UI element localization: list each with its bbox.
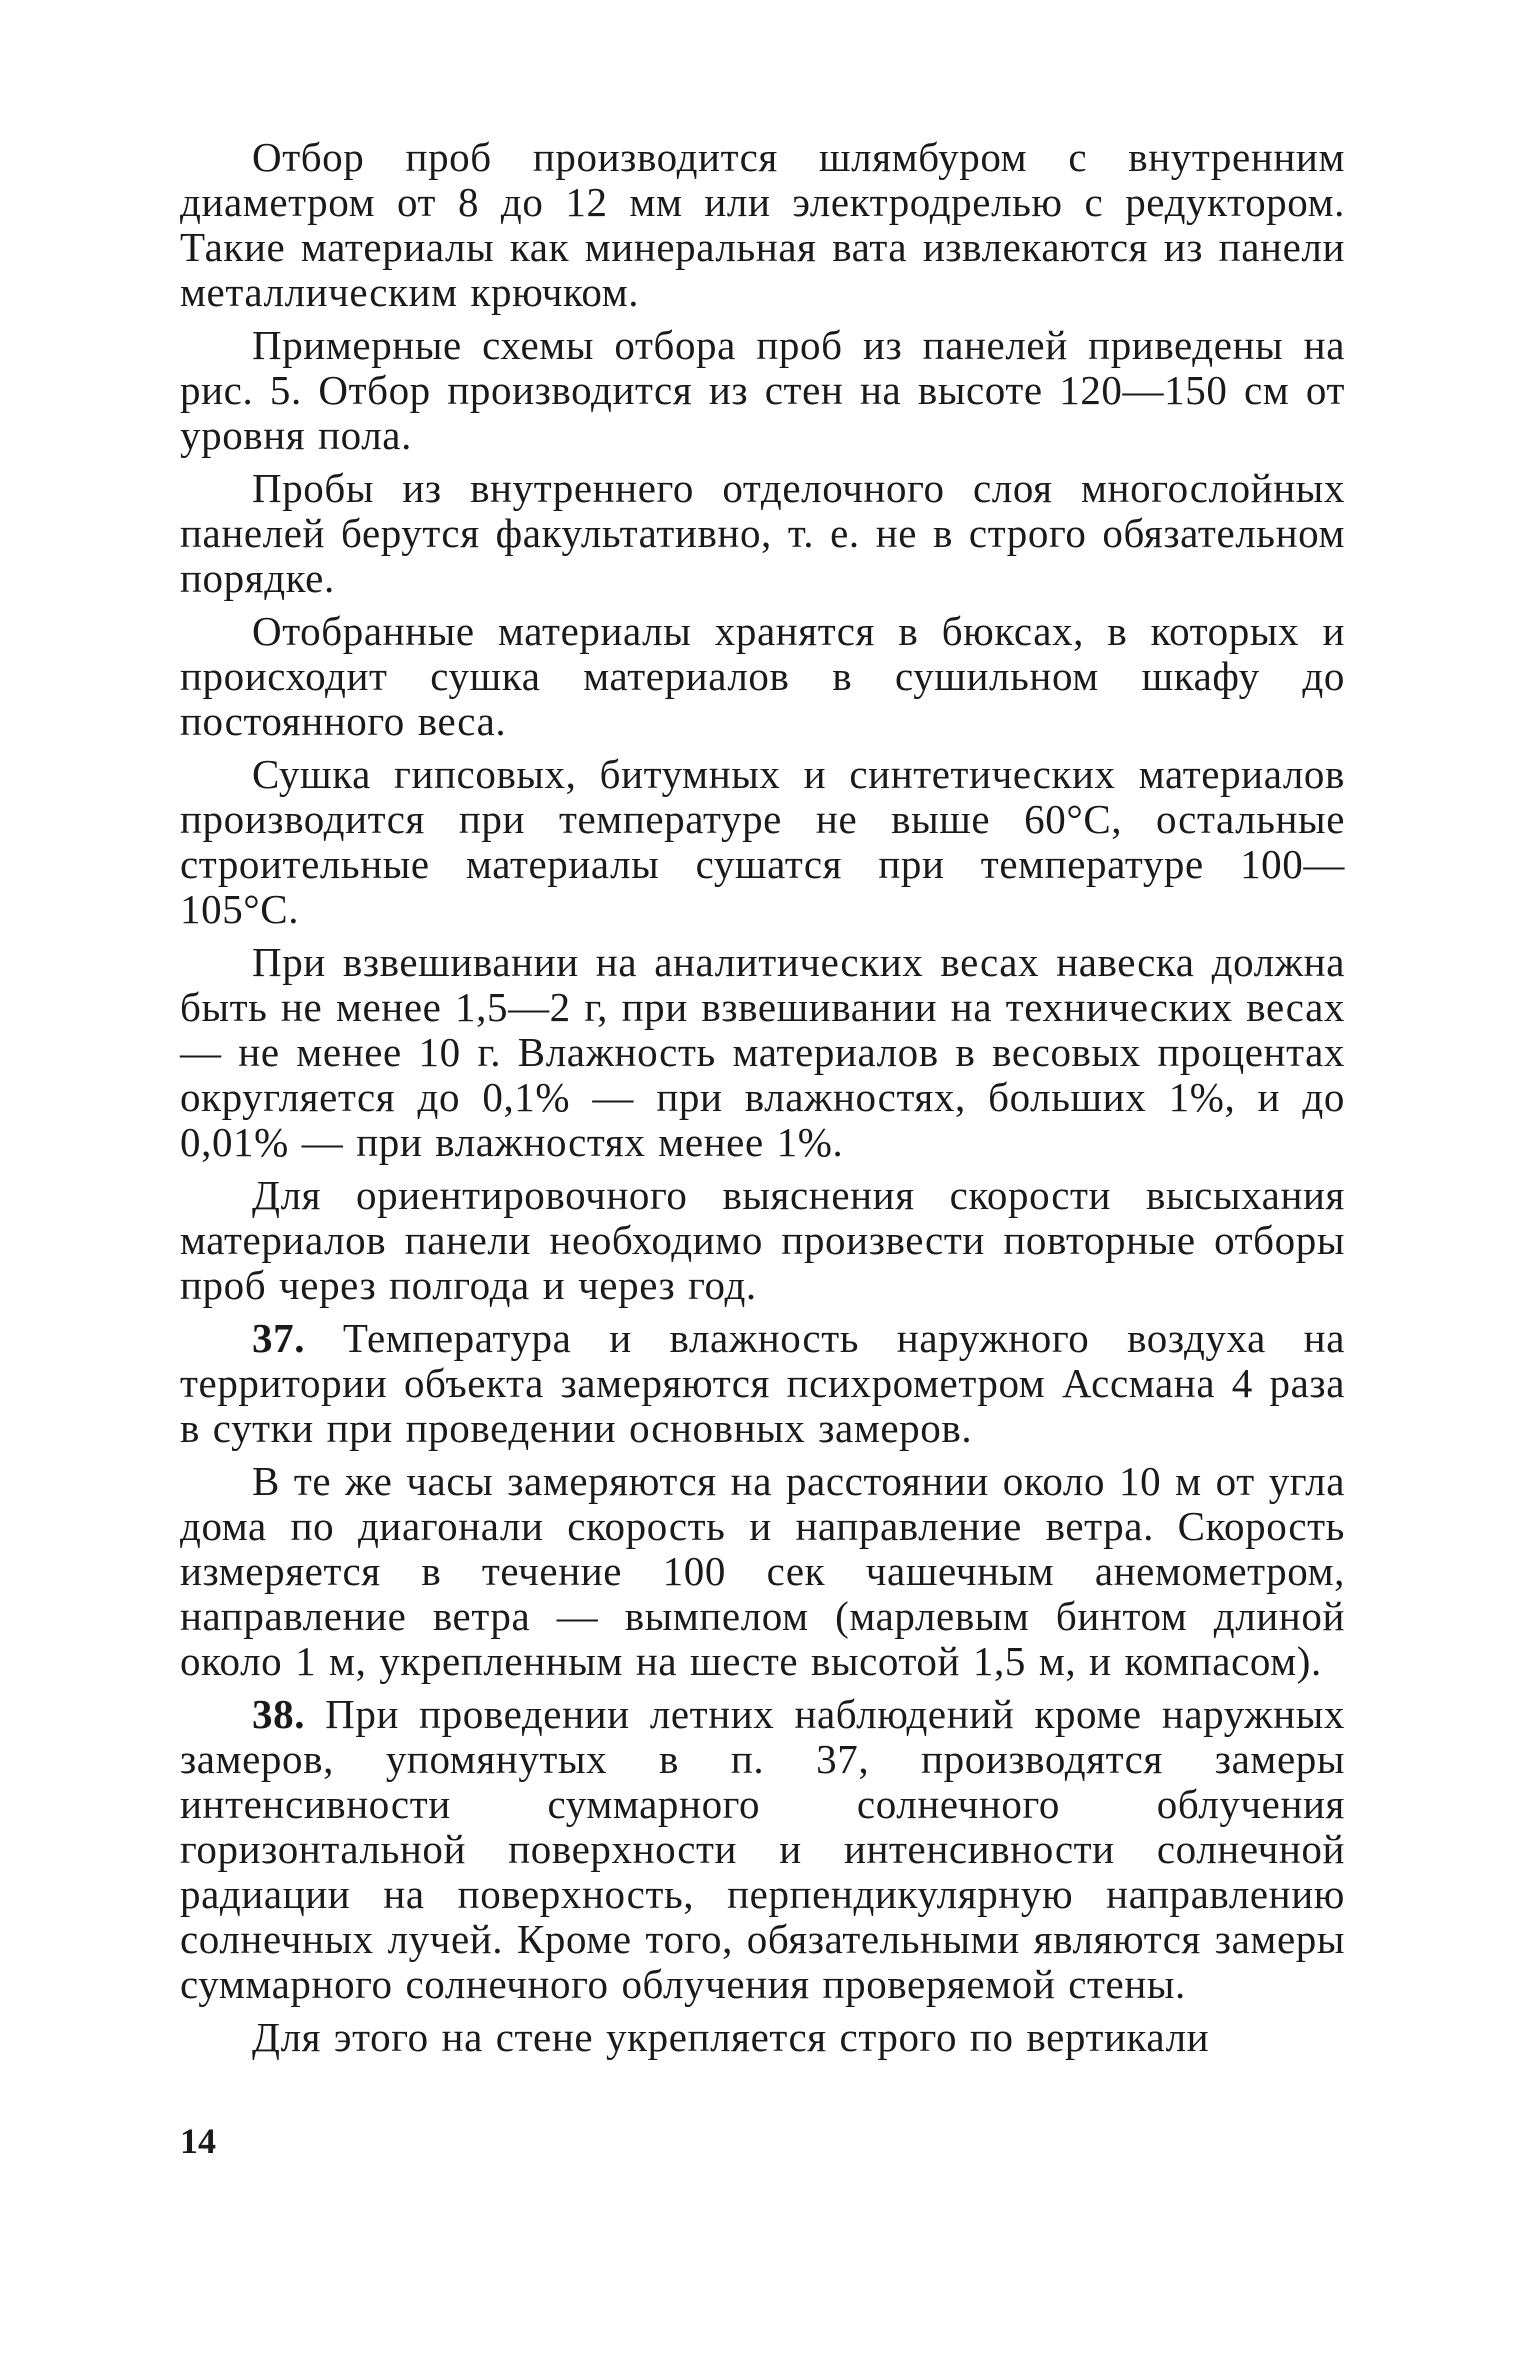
section-37 — [180, 1316, 1345, 1451]
paragraph-last: Для этого на стене укрепляется строго по вертикали — [252, 2014, 1210, 2060]
page-body — [180, 135, 1345, 2060]
paragraph-drying: Сушка гипсовых, битумных и синтетических материалов производится при температуре не выше 60°С, остальные строительные материалы сушатся при температуре 100—105°С. — [180, 751, 1345, 932]
paragraph-inner-layer: Пробы из внутреннего отделочного слоя многослойных панелей берутся факультативно, т. е. не в строго обязательном порядке. — [180, 465, 1345, 601]
paragraph-wind: В те же часы замеряются на расстоянии около 10 м от угла дома по диагонали скорость и направление ветра. Скорость измеряется в течение 100 сек чашечным анемометром, направление ветра — вымпелом (марлевым бинтом длиной около 1 м, укрепленным на шесте высотой 1,5 м, и компасом). — [180, 1458, 1345, 1684]
paragraph-weighing: При взвешивании на аналитических весах навеска должна быть не менее 1,5—2 г, при взвешивании на технических весах — не менее 10 г. Влажность материалов в весовых процентах округляется до 0,1% — при влажностях, больших 1%, и до 0,01% — при влажностях менее 1%. — [180, 939, 1345, 1165]
page-number: 14 — [180, 2121, 216, 2161]
paragraph-sampling-schemes: Примерные схемы отбора проб из панелей приведены на рис. 5. Отбор производится из стен на высоте 120—150 см от уровня пола. — [180, 322, 1345, 458]
section-37-text: Температура и влажность наружного воздуха на территории объекта замеряются психрометром Ассмана 4 раза в сутки при проведении основных замеров. — [180, 1315, 1345, 1451]
section-38-text: При проведении летних наблюдений кроме наружных замеров, упомянутых в п. 37, производятся замеры интенсивности суммарного солнечного облучения горизонтальной поверхности и интенсивности солнечной радиации на поверхность, перпендикулярную направлению солнечных лучей. Кроме того, обязательными являются замеры суммарного солнечного облучения проверяемой стены. — [180, 1691, 1345, 2007]
paragraph-sampling-tools: Отбор проб производится шлямбуром с внутренним диаметром от 8 до 12 мм или электродрелью с редуктором. Такие материалы как минеральная вата извлекаются из панели металлическим крючком. — [180, 134, 1345, 315]
paragraph-repeat-sampling: Для ориентировочного выяснения скорости высыхания материалов панели необходимо произвести повторные отборы проб через полгода и через год. — [180, 1172, 1345, 1308]
section-38-number: 38. — [252, 1691, 306, 1737]
paragraph-storage: Отобранные материалы хранятся в бюксах, в которых и происходит сушка материалов в сушильном шкафу до постоянного веса. — [180, 608, 1345, 744]
section-38 — [180, 1692, 1345, 2007]
section-37-number: 37. — [252, 1315, 306, 1361]
